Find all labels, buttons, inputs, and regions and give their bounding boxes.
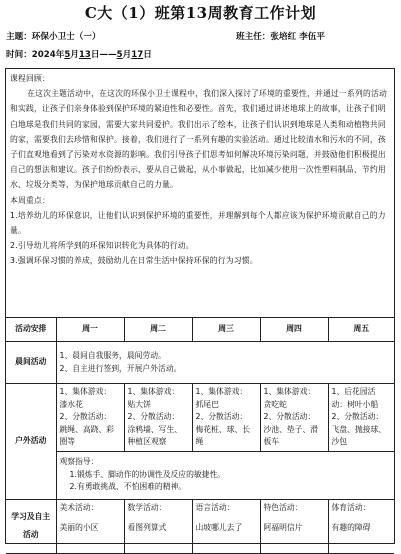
observation-guide: 观察指导： 1.锻炼手、脚动作的协调性及反应的敏捷性。 2.有勇敢挑战、不怕困难的精神。 xyxy=(56,451,394,499)
period-month-start: 5 xyxy=(64,50,71,60)
observation-row xyxy=(6,451,394,499)
schedule-table xyxy=(6,317,394,554)
goal-item: 3.强调环保习惯的养成，鼓励幼儿在日常生活中保持环保的行为习惯。 xyxy=(10,256,258,266)
period-label: 时间： xyxy=(6,50,32,60)
learning-cell: 美术活动： 美丽的小区 xyxy=(56,499,124,553)
learning-cell: 特色活动： 阿福明信片 xyxy=(260,499,328,553)
teacher-label: 班主任： xyxy=(236,32,271,42)
goals-heading: 本周重点： xyxy=(10,195,50,205)
page-title: C大（1）班第13周教育工作计划 xyxy=(84,4,317,22)
review-heading: 课程回顾： xyxy=(10,74,50,83)
learning-row xyxy=(6,499,394,553)
day-header: 周一 xyxy=(56,318,124,342)
morning-row xyxy=(6,342,394,384)
theme-value: 环保小卫士（一） xyxy=(31,32,101,42)
theme-line xyxy=(6,30,101,42)
schedule-corner: 活动安排 xyxy=(6,318,56,342)
outdoor-cell: 1、集体游戏： 贴大饼 2、分散活动： 涂鸦墙、写生、种植区观察 xyxy=(124,384,192,452)
observation-heading: 观察指导： xyxy=(59,457,99,467)
teacher-value: 张培红 李伍平 xyxy=(270,32,325,42)
review-paragraph: 在这次主题活动中，在这次的环保小卫士课程中，我们深入探讨了环境的重要性，并通过一系列的活动和实践，让孩子们亲身体验到保护环境的紧迫性和必要性。首先，我们通过讲述地球上的故事，让孩子们明白地球是我们共同的家园，需要大家共同爱护。我们出示了绘本，让孩子们认识到地球是人类和动植物共同的家，需要我们去珍惜和保护。接着，我们进行了一系列有趣的实验活动。通过比较清水和污水的不同，孩子们直观地看到了污染对水资源的影响。我们引导孩子们思考如何解决环境污染问题，并鼓励他们积极提出自己的想法和建议。孩子们纷纷表示，要从自己做起，从小事做起，比如减少使用一次性塑料制品、节约用水、垃圾分类等，为保护地球贡献自己的力量。 xyxy=(10,89,388,190)
day-header: 周三 xyxy=(192,318,260,342)
outdoor-cell: 1、集体游戏： 漆水花 2、分散活动： 跳绳、高跷、彩圈等 xyxy=(56,384,124,452)
goal-item: 1.培养幼儿的环保意识，让他们认识到保护环境的重要性，并理解到每个人都应该为保护环境贡献自己的力量。 xyxy=(10,210,386,236)
outdoor-cell: 1、集体游戏： 贪吃蛇 2、分散活动： 沙池、垫子、滑板车 xyxy=(260,384,328,452)
review-section xyxy=(6,69,394,317)
period-line: 时间：2024年5月13日——5月17日 xyxy=(6,50,152,60)
period-day-start: 13 xyxy=(78,50,91,60)
learning-label: 学习及自主活动 xyxy=(6,499,56,553)
learning-cell: 体育活动： 有趣的障碍 xyxy=(328,499,394,553)
schedule-header-row xyxy=(6,318,394,342)
period-month-end: 5 xyxy=(116,50,123,60)
day-header: 周五 xyxy=(328,318,394,342)
day-header: 周四 xyxy=(260,318,328,342)
outdoor-cell: 1、集体游戏： 抓尾巴 2、分散活动： 梅花桩、球、长绳 xyxy=(192,384,260,452)
period-day-end: 17 xyxy=(131,50,144,60)
day-header: 周二 xyxy=(124,318,192,342)
outdoor-cell: 1、后花园活动：树叶小船 2、分散活动： 飞盘、抛接球、沙包 xyxy=(328,384,394,452)
teacher-line xyxy=(236,30,325,42)
learning-cell: 语言活动： 山坡哪儿去了 xyxy=(192,499,260,553)
plan-table xyxy=(5,68,395,544)
goal-item: 2.引导幼儿将所学到的环保知识转化为具体的行动。 xyxy=(10,241,194,251)
learning-cell: 数学活动： 看图列算式 xyxy=(124,499,192,553)
theme-label: 主题： xyxy=(6,32,32,42)
outdoor-row xyxy=(6,384,394,452)
morning-label: 晨间活动 xyxy=(6,342,56,384)
morning-content: 1、晨间自我服务，晨间劳动。 2、自主进行签到，开展户外活动。 xyxy=(56,342,394,384)
outdoor-label: 户外活动 xyxy=(6,384,56,500)
